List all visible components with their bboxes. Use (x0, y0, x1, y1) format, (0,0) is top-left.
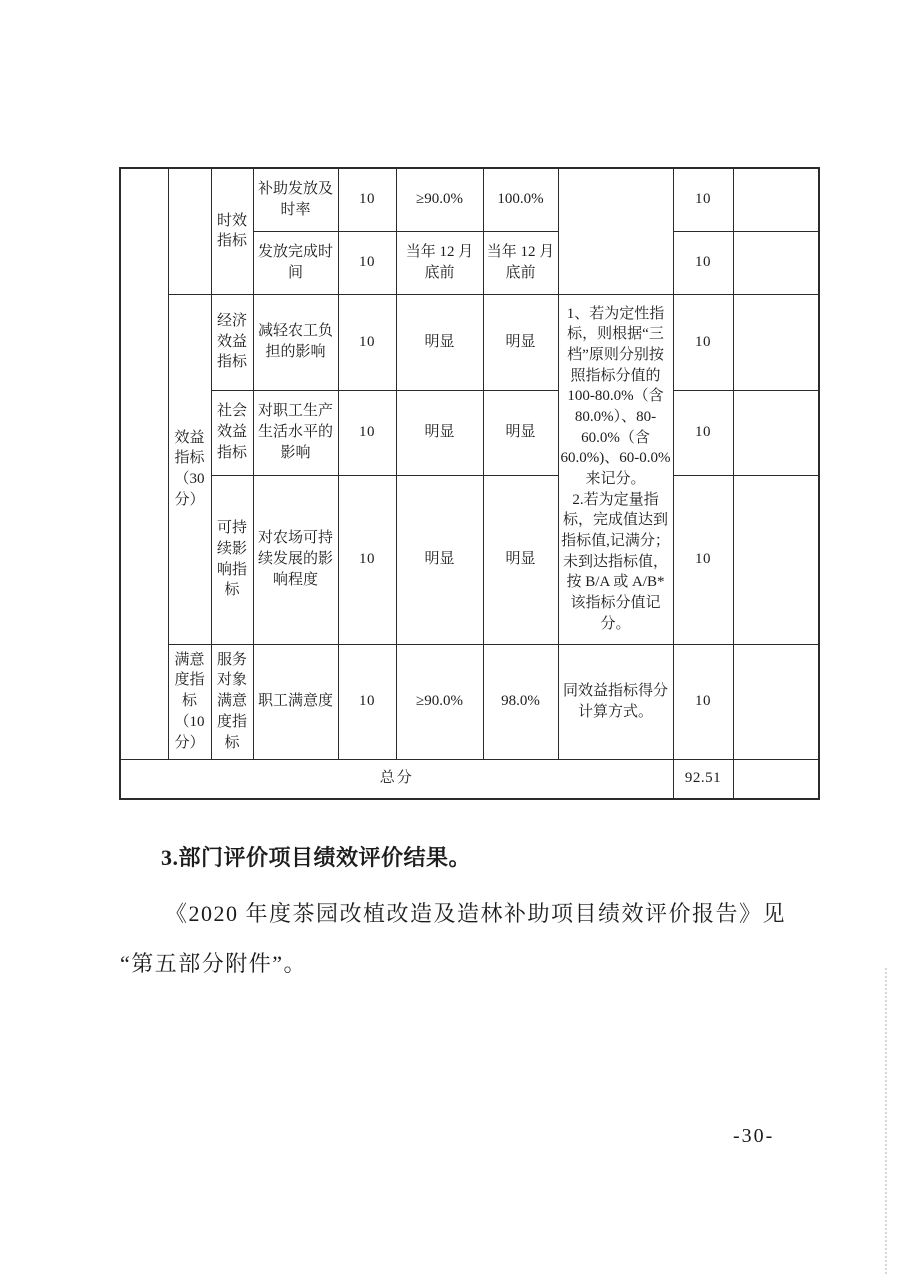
cell-subgroup-social: 社会效益指标 (211, 390, 253, 475)
cell-weight-r4: 10 (338, 390, 396, 475)
paragraph-line-1: 《2020 年度茶园改植改造及造林补助项目绩效评价报告》见 (165, 901, 787, 926)
cell-subgroup-sustainable: 可持续影响指标 (211, 475, 253, 644)
cell-remark-r4 (733, 390, 819, 475)
cell-score-r4: 10 (673, 390, 733, 475)
cell-target-r1: ≥90.0% (396, 168, 483, 231)
scoring-rule-1: 1、若为定性指标，则根据“三档”原则分别按照指标分值的 100-80.0%（含 80.0%）、80-60.0%（含 60.0%)、60-0.0%来记分。 (560, 305, 671, 487)
cell-total-label: 总分 (120, 759, 673, 799)
cell-indicator-r6: 职工满意度 (253, 644, 338, 759)
cell-satisfaction-note: 同效益指标得分计算方式。 (558, 644, 673, 759)
cell-remark-r3 (733, 294, 819, 390)
page-number: -30- (733, 1125, 775, 1147)
cell-indicator-r5: 对农场可持续发展的影响程度 (253, 475, 338, 644)
cell-actual-r3: 明显 (483, 294, 558, 390)
cell-remark-r5 (733, 475, 819, 644)
cell-weight-r2: 10 (338, 231, 396, 294)
cell-subgroup-timeliness: 时效指标 (211, 168, 253, 294)
cell-target-r3: 明显 (396, 294, 483, 390)
table-row (120, 390, 819, 475)
cell-target-r6: ≥90.0% (396, 644, 483, 759)
cell-actual-r2: 当年 12 月底前 (483, 231, 558, 294)
table-row (120, 644, 819, 759)
cell-target-r2: 当年 12 月底前 (396, 231, 483, 294)
cell-target-r5: 明显 (396, 475, 483, 644)
cell-total-remark (733, 759, 819, 799)
cell-actual-r4: 明显 (483, 390, 558, 475)
cell-left-spacer (120, 168, 168, 759)
table-row-total (120, 759, 819, 799)
cell-scoring-rule-note (558, 294, 673, 644)
cell-remark-r6 (733, 644, 819, 759)
cell-actual-r5: 明显 (483, 475, 558, 644)
cell-group-satisfaction: 满意度指标（10分） (168, 644, 211, 759)
cell-score-r5: 10 (673, 475, 733, 644)
table-row (120, 168, 819, 231)
cell-score-r3: 10 (673, 294, 733, 390)
cell-weight-r6: 10 (338, 644, 396, 759)
cell-subgroup-satisfaction: 服务对象满意度指标 (211, 644, 253, 759)
evaluation-table (119, 167, 820, 800)
cell-indicator-r3: 减轻农工负担的影响 (253, 294, 338, 390)
cell-weight-r1: 10 (338, 168, 396, 231)
cell-score-r1: 10 (673, 168, 733, 231)
cell-note-blank (558, 168, 673, 294)
cell-remark-r1 (733, 168, 819, 231)
cell-group-blank (168, 168, 211, 294)
scan-artifact-line (885, 968, 887, 1274)
cell-score-r6: 10 (673, 644, 733, 759)
paragraph-line-2: “第五部分附件”。 (120, 951, 308, 976)
cell-total-value: 92.51 (673, 759, 733, 799)
cell-remark-r2 (733, 231, 819, 294)
cell-indicator-r1: 补助发放及时率 (253, 168, 338, 231)
cell-score-r2: 10 (673, 231, 733, 294)
section-heading: 3.部门评价项目绩效评价结果。 (161, 845, 472, 870)
cell-weight-r5: 10 (338, 475, 396, 644)
cell-indicator-r2: 发放完成时间 (253, 231, 338, 294)
table-row (120, 294, 819, 390)
scoring-rule-2: 2.若为定量指标，完成值达到指标值,记满分；未到达指标值，按 B/A 或 A/B*该指标分值记分。 (561, 491, 670, 632)
cell-target-r4: 明显 (396, 390, 483, 475)
cell-actual-r6: 98.0% (483, 644, 558, 759)
cell-actual-r1: 100.0% (483, 168, 558, 231)
cell-subgroup-economic: 经济效益指标 (211, 294, 253, 390)
table-row (120, 475, 819, 644)
cell-indicator-r4: 对职工生产生活水平的影响 (253, 390, 338, 475)
cell-weight-r3: 10 (338, 294, 396, 390)
cell-group-benefit: 效益指标（30分） (168, 294, 211, 644)
